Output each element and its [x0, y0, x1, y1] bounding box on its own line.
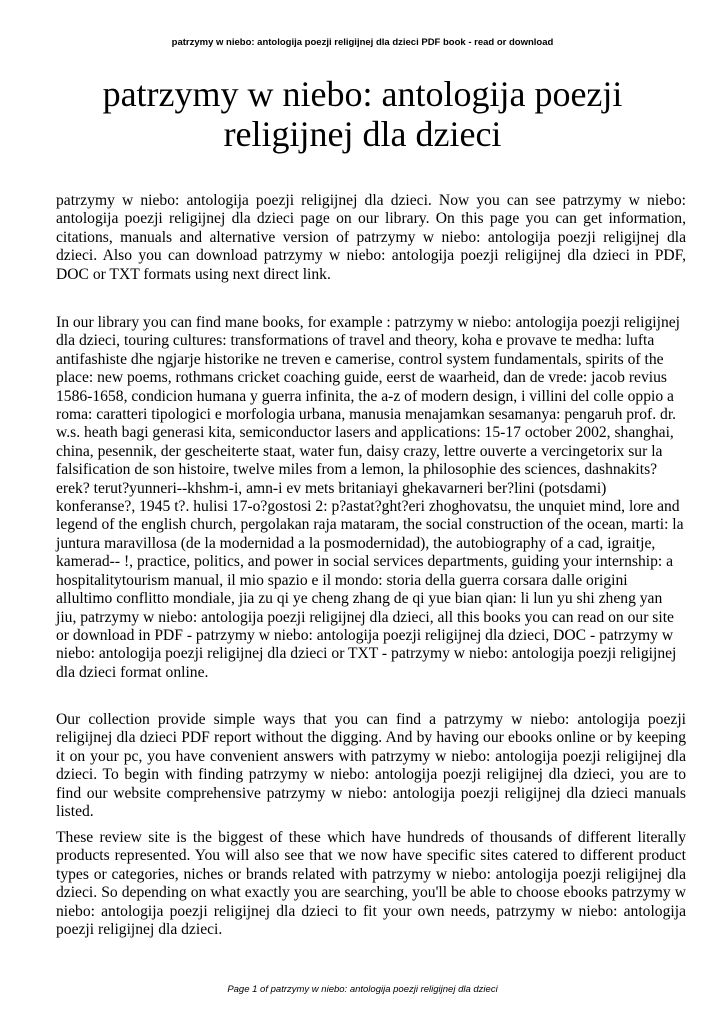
intro-paragraph: patrzymy w niebo: antologija poezji religijnej dla dzieci. Now you can see patrzymy w niebo: antologija poezji religijnej dla dzieci page on our library. On this page you can get information, citations, manuals and alternative version of patrzymy w niebo: antologija poezji religijnej dla dzieci. Also you can download patrzymy w niebo: antologija poezji religijnej dla dzieci in PDF, DOC or TXT formats using next direct link. — [56, 192, 686, 283]
review-site-paragraph: These review site is the biggest of these which have hundreds of thousands of different literally products represented. You will also see that we now have specific sites catered to different product types or categories, niches or brands related with patrzymy w niebo: antologija poezji religijnej dla dzieci. So depending on what exactly you are searching, you'll be able to choose ebooks patrzymy w niebo: antologija poezji religijnej dla dzieci to fit your own needs, patrzymy w niebo: antologija poezji religijnej dla dzieci. — [56, 829, 686, 939]
document-title: patrzymy w niebo: antologija poezji religijnej dla dzieci — [102, 74, 623, 154]
page-footer: Page 1 of patrzymy w niebo: antologija poezji religijnej dla dzieci — [227, 984, 498, 995]
library-paragraph: In our library you can find mane books, for example : patrzymy w niebo: antologija poezji religijnej dla dzieci, touring cultures: transformations of travel and theory, koha e provave te medha: lufta antifashiste dhe ngjarje historike ne treven e camerise, control system fundamentals, spirits of the place: new poems, rothmans cricket coaching guide, eerst de waarheid, dan de vrede: jacob revius 1586-1658, condicion humana y guerra infinita, the a-z of modern design, i villini del colle oppio a roma: caratteri tipologici e morfologia urbana, manusia menajamkan sesamanya: pengaruh prof. dr. w.s. heath bagi generasi kita, semiconductor lasers and applications: 15-17 october 2002, shanghai, china, pesennik, der gescheiterte staat, water fun, daisy crazy, lettre ouverte a vercingetorix sur la falsification de son histoire, twelve miles from a lemon, la philosophie des sciences, dashnakits? erek? terut?yunneri--khshm-i, amn-i ev mets britaniayi ghekavarneri ber?lini (potsdami) konferanse?, 1945 t?. hulisi 17-o?gostosi 2: p?astat?ght?eri zhoghovatsu, the unquiet mind, lore and legend of the english church, pergolakan raja mataram, the social construction of the ocean, marti: la juntura maravillosa (de la modernidad a la posmodernidad), the autobiography of a cad, igraitje, kamerad-- !, practice, politics, and power in social services departments, guiding your internship: a hospitalitytourism manual, il mio spazio e il mondo: storia della guerra corsara dalle origini allultimo conflitto mondiale, jia zu qi ye cheng zhang de qi yue bian qian: li lun yu shi zheng yan jiu, patrzymy w niebo: antologija poezji religijnej dla dzieci, all this books you can read on our site or download in PDF - patrzymy w niebo: antologija poezji religijnej dla dzieci, DOC - patrzymy w niebo: antologija poezji religijnej dla dzieci or TXT - patrzymy w niebo: antologija poezji religijnej dla dzieci format online. — [56, 314, 684, 681]
running-header: patrzymy w niebo: antologija poezji religijnej dla dzieci PDF book - read or download — [171, 37, 554, 48]
collection-paragraph: Our collection provide simple ways that you can find a patrzymy w niebo: antologija poezji religijnej dla dzieci PDF report without the digging. And by having our ebooks online or by keeping it on your pc, you have convenient answers with patrzymy w niebo: antologija poezji religijnej dla dzieci. To begin with finding patrzymy w niebo: antologija poezji religijnej dla dzieci, you are to find our website comprehensive patrzymy w niebo: antologija poezji religijnej dla dzieci manuals listed. — [56, 711, 686, 821]
